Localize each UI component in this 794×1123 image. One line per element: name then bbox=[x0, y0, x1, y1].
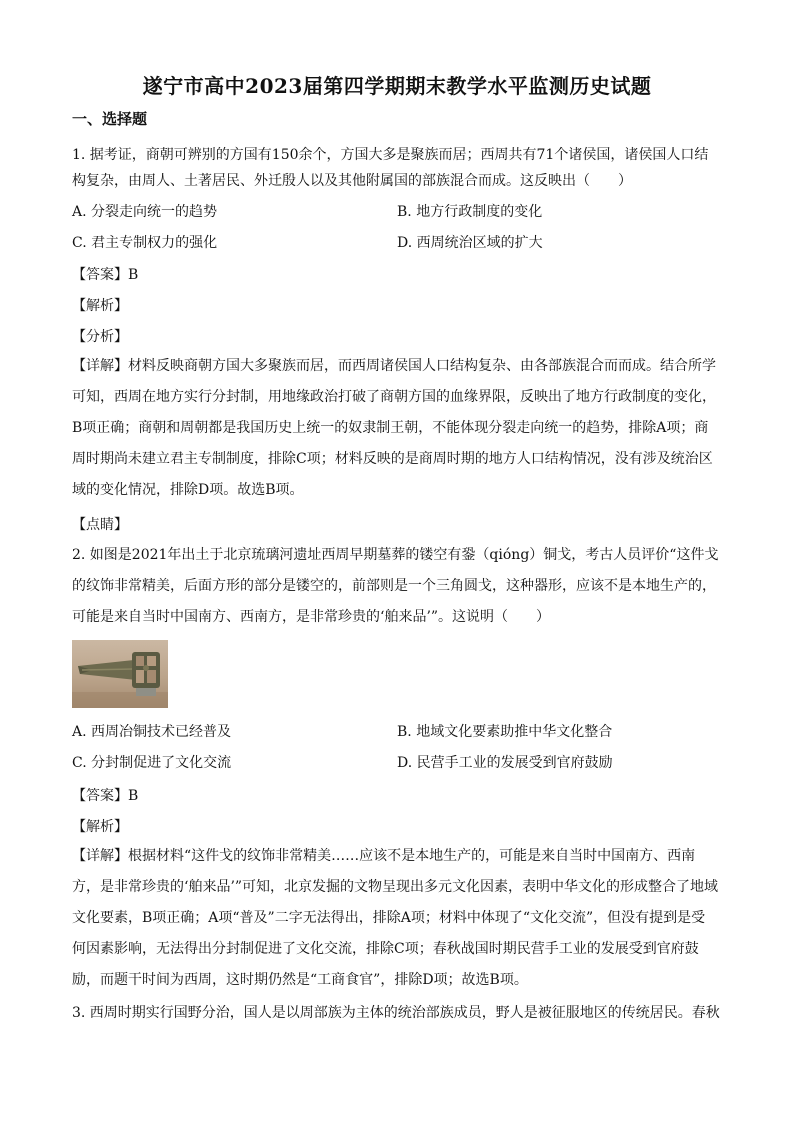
q1-detail-line: 周时期尚未建立君主专制制度，排除C项；材料反映的是商周时期的地方人口结构情况，没有涉及统治区 bbox=[72, 451, 713, 467]
q1-fenxi-label: 【分析】 bbox=[72, 329, 128, 345]
q1-detail-line: 域的变化情况，排除D项。故选B项。 bbox=[72, 482, 304, 498]
q2-option-d: D. 民营手工业的发展受到官府鼓励 bbox=[397, 755, 613, 771]
q2-answer: 【答案】B bbox=[72, 788, 139, 804]
q2-detail-line: 文化要素，B项正确；A项“普及”二字无法得出，排除A项；材料中体现了“文化交流”，但没有提到是受 bbox=[72, 910, 706, 926]
q2-analysis-label: 【解析】 bbox=[72, 819, 128, 835]
q2-stem-line: 可能是来自当时中国南方、西南方，是非常珍贵的‘舶来品’”。这说明（ ） bbox=[72, 609, 551, 625]
q1-option-d: D. 西周统治区域的扩大 bbox=[397, 235, 543, 251]
q2-option-b: B. 地域文化要素助推中华文化整合 bbox=[397, 724, 613, 740]
q2-detail-line: 励，而题干时间为西周，这时期仍然是“工商食官”，排除D项；故选B项。 bbox=[72, 972, 528, 988]
q2-detail-line: 【详解】根据材料“这件戈的纹饰非常精美……应该不是本地生产的，可能是来自当时中国南方、西南 bbox=[72, 848, 696, 864]
q1-detail-line: 可知，西周在地方实行分封制，用地缘政治打破了商朝方国的血缘界限，反映出了地方行政制度的变化， bbox=[72, 389, 716, 405]
q1-stem-line: 1. 据考证，商朝可辨别的方国有150余个，方国大多是聚族而居；西周共有71个诸侯国，诸侯国人口结 bbox=[72, 147, 709, 163]
q2-stem-line: 2. 如图是2021年出土于北京琉璃河遗址西周早期墓葬的镂空有銎（qióng）铜戈，考古人员评价“这件戈 bbox=[72, 547, 719, 563]
q1-analysis-label: 【解析】 bbox=[72, 298, 128, 314]
q2-option-a: A. 西周冶铜技术已经普及 bbox=[72, 724, 232, 740]
q3-stem-line: 3. 西周时期实行国野分治，国人是以周部族为主体的统治部族成员，野人是被征服地区的传统居民。春秋 bbox=[72, 1005, 720, 1021]
q1-option-c: C. 君主专制权力的强化 bbox=[72, 235, 218, 251]
page-title: 遂宁市高中2023届第四学期期末教学水平监测历史试题 bbox=[142, 74, 652, 98]
section-heading: 一、选择题 bbox=[72, 110, 148, 128]
q1-option-b: B. 地方行政制度的变化 bbox=[397, 204, 543, 220]
q1-answer: 【答案】B bbox=[72, 267, 139, 283]
q1-dianjing-label: 【点睛】 bbox=[72, 517, 128, 533]
bronze-ge-photo bbox=[72, 640, 168, 708]
q2-detail-line: 方，是非常珍贵的‘舶来品’”可知，北京发掘的文物呈现出多元文化因素，表明中华文化的形成整合了地域 bbox=[72, 879, 719, 895]
q1-option-a: A. 分裂走向统一的趋势 bbox=[72, 204, 218, 220]
q2-stem-line: 的纹饰非常精美，后面方形的部分是镂空的，前部则是一个三角圆戈，这种器形，应该不是本地生产的， bbox=[72, 578, 716, 594]
q1-detail-line: 【详解】材料反映商朝方国大多聚族而居，而西周诸侯国人口结构复杂、由各部族混合而而成。结合所学 bbox=[72, 358, 716, 374]
q1-stem-line: 构复杂，由周人、土著居民、外迁殷人以及其他附属国的部族混合而成。这反映出（ ） bbox=[72, 173, 632, 189]
q1-detail-line: B项正确；商朝和周朝都是我国历史上统一的奴隶制王朝，不能体现分裂走向统一的趋势，排除A项；商 bbox=[72, 420, 709, 436]
bronze-ge-icon bbox=[72, 640, 168, 708]
q2-option-c: C. 分封制促进了文化交流 bbox=[72, 755, 232, 771]
q2-detail-line: 何因素影响，无法得出分封制促进了文化交流，排除C项；春秋战国时期民营手工业的发展受到官府鼓 bbox=[72, 941, 699, 957]
